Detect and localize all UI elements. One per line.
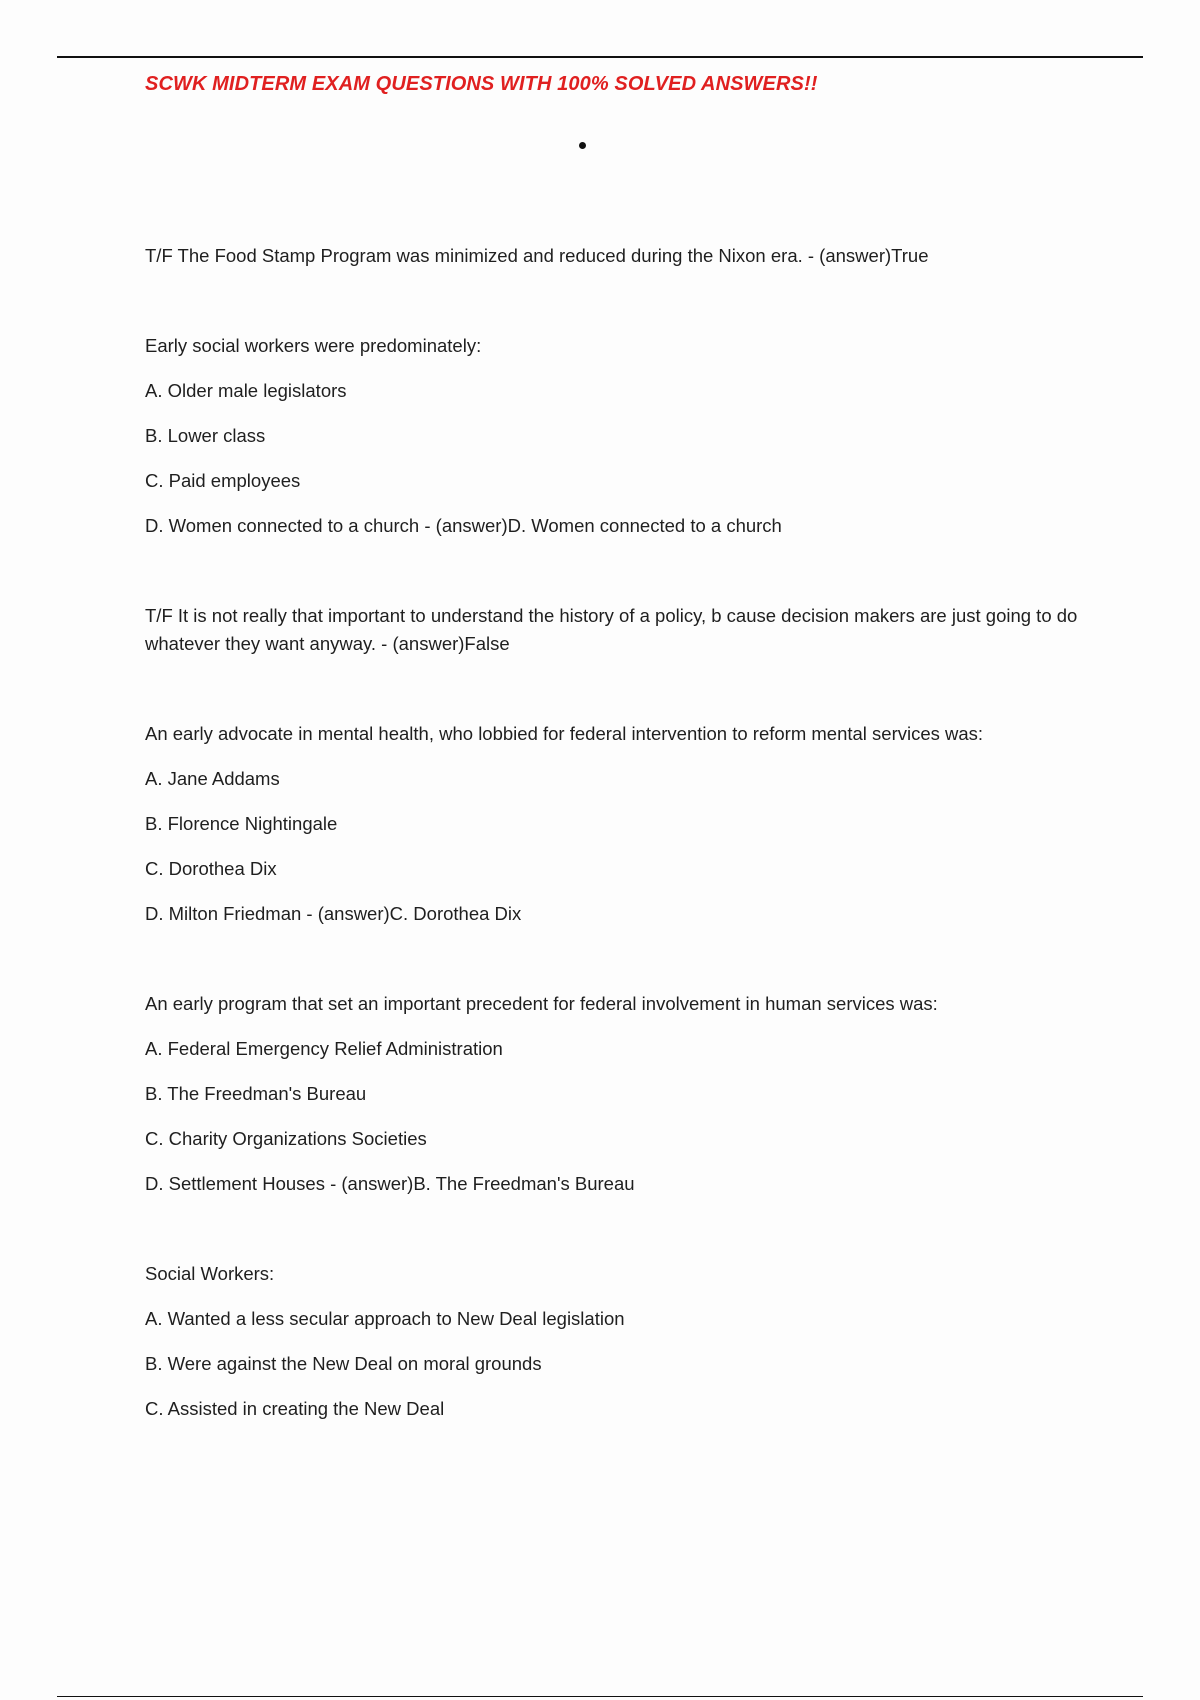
answer-option: C. Assisted in creating the New Deal bbox=[145, 1398, 445, 1419]
answer-option: B. Florence Nightingale bbox=[145, 813, 338, 834]
page-content bbox=[145, 70, 1095, 1419]
answer-option: B. The Freedman's Bureau bbox=[145, 1083, 367, 1104]
answer-option: A. Older male legislators bbox=[145, 380, 347, 401]
bottom-rule bbox=[57, 1696, 1143, 1697]
question-6 bbox=[145, 1260, 1095, 1423]
question-prompt: An early advocate in mental health, who lobbied for federal intervention to reform mental services was: bbox=[145, 723, 984, 744]
question-2 bbox=[145, 332, 1095, 540]
answer-option: B. Lower class bbox=[145, 425, 266, 446]
question-prompt: An early program that set an important precedent for federal involvement in human services was: bbox=[145, 993, 938, 1014]
answer-option: B. Were against the New Deal on moral grounds bbox=[145, 1353, 542, 1374]
answer-option: A. Wanted a less secular approach to New Deal legislation bbox=[145, 1308, 625, 1329]
question-1 bbox=[145, 242, 1095, 270]
question-prompt: Early social workers were predominately: bbox=[145, 335, 482, 356]
question-4 bbox=[145, 720, 1095, 928]
question-list bbox=[145, 242, 1095, 1423]
answer-option: C. Dorothea Dix bbox=[145, 858, 277, 879]
top-rule bbox=[57, 56, 1143, 58]
answer-option: D. Settlement Houses - (answer)B. The Freedman's Bureau bbox=[145, 1173, 635, 1194]
question-prompt: T/F It is not really that important to understand the history of a policy, b cause decision makers are just going to do whatever they want anyway. - (answer)False bbox=[145, 605, 1078, 654]
question-prompt: T/F The Food Stamp Program was minimized and reduced during the Nixon era. - (answer)True bbox=[145, 245, 929, 266]
answer-option: C. Paid employees bbox=[145, 470, 301, 491]
question-prompt: Social Workers: bbox=[145, 1263, 275, 1284]
question-3 bbox=[145, 602, 1095, 658]
bullet-point bbox=[579, 142, 586, 149]
document-title: SCWK MIDTERM EXAM QUESTIONS WITH 100% SOLVED ANSWERS!! bbox=[145, 73, 818, 95]
answer-option: C. Charity Organizations Societies bbox=[145, 1128, 427, 1149]
answer-option: A. Federal Emergency Relief Administration bbox=[145, 1038, 503, 1059]
answer-option: D. Women connected to a church - (answer)D. Women connected to a church bbox=[145, 515, 782, 536]
answer-option: A. Jane Addams bbox=[145, 768, 280, 789]
answer-option: D. Milton Friedman - (answer)C. Dorothea Dix bbox=[145, 903, 522, 924]
question-5 bbox=[145, 990, 1095, 1198]
